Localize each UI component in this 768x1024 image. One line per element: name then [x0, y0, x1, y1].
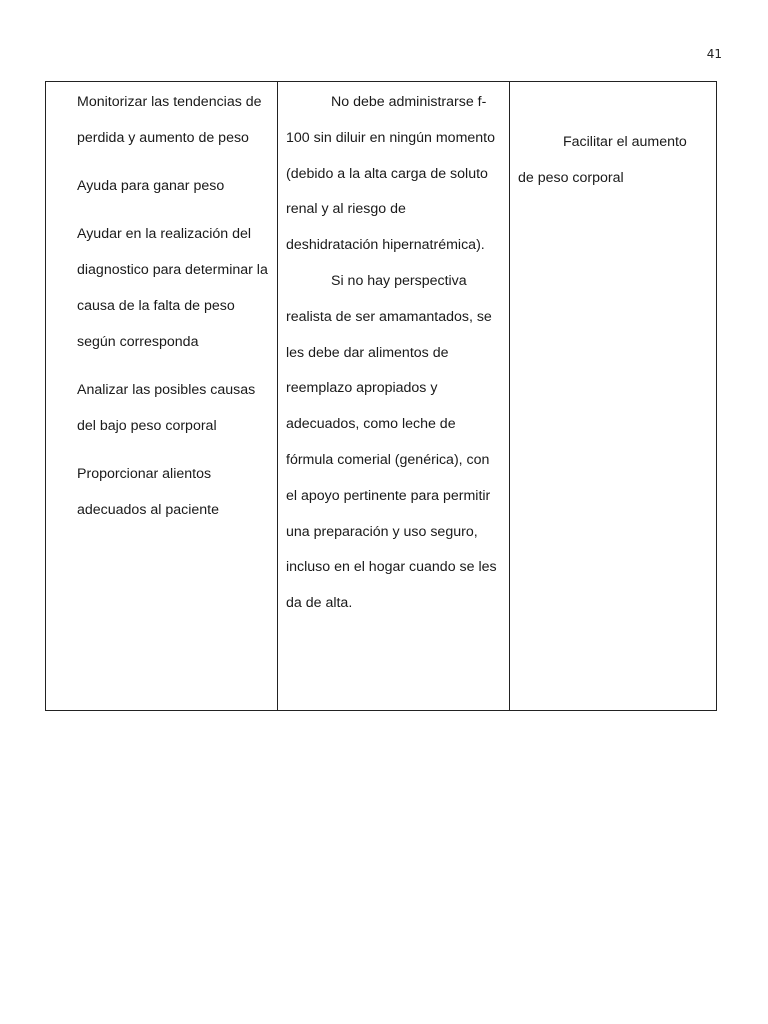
- interventions-cell: [46, 82, 278, 711]
- intervention-item: Proporcionar alientos adecuados al paciente: [77, 466, 219, 518]
- intervention-item: Monitorizar las tendencias de perdida y aumento de peso: [77, 94, 262, 146]
- intervention-item: Ayudar en la realización del diagnostico para determinar la causa de la falta de peso según corresponda: [77, 226, 268, 350]
- care-plan-table: [45, 81, 717, 711]
- rationale-cell: [278, 82, 510, 711]
- rationale-paragraph: No debe administrarse f-100 sin diluir en ningún momento (debido a la alta carga de soluto renal y al riesgo de deshidratación hipernatrémica).: [286, 94, 496, 254]
- rationale-paragraph: Si no hay perspectiva realista de ser amamantados, se les debe dar alimentos de reemplazo apropiados y adecuados, como leche de fórmula comerial (genérica), con el apoyo pertinente para permitir una preparación y uso seguro, incluso en el hogar cuando se les da de alta.: [286, 272, 497, 612]
- intervention-item: Ayuda para ganar peso: [77, 178, 225, 195]
- table-row: [46, 82, 717, 711]
- intervention-item: Analizar las posibles causas del bajo peso corporal: [77, 382, 256, 434]
- goal-text: Facilitar el aumento de peso corporal: [518, 134, 687, 186]
- page-number: 41: [706, 47, 722, 61]
- goal-cell: [510, 82, 717, 711]
